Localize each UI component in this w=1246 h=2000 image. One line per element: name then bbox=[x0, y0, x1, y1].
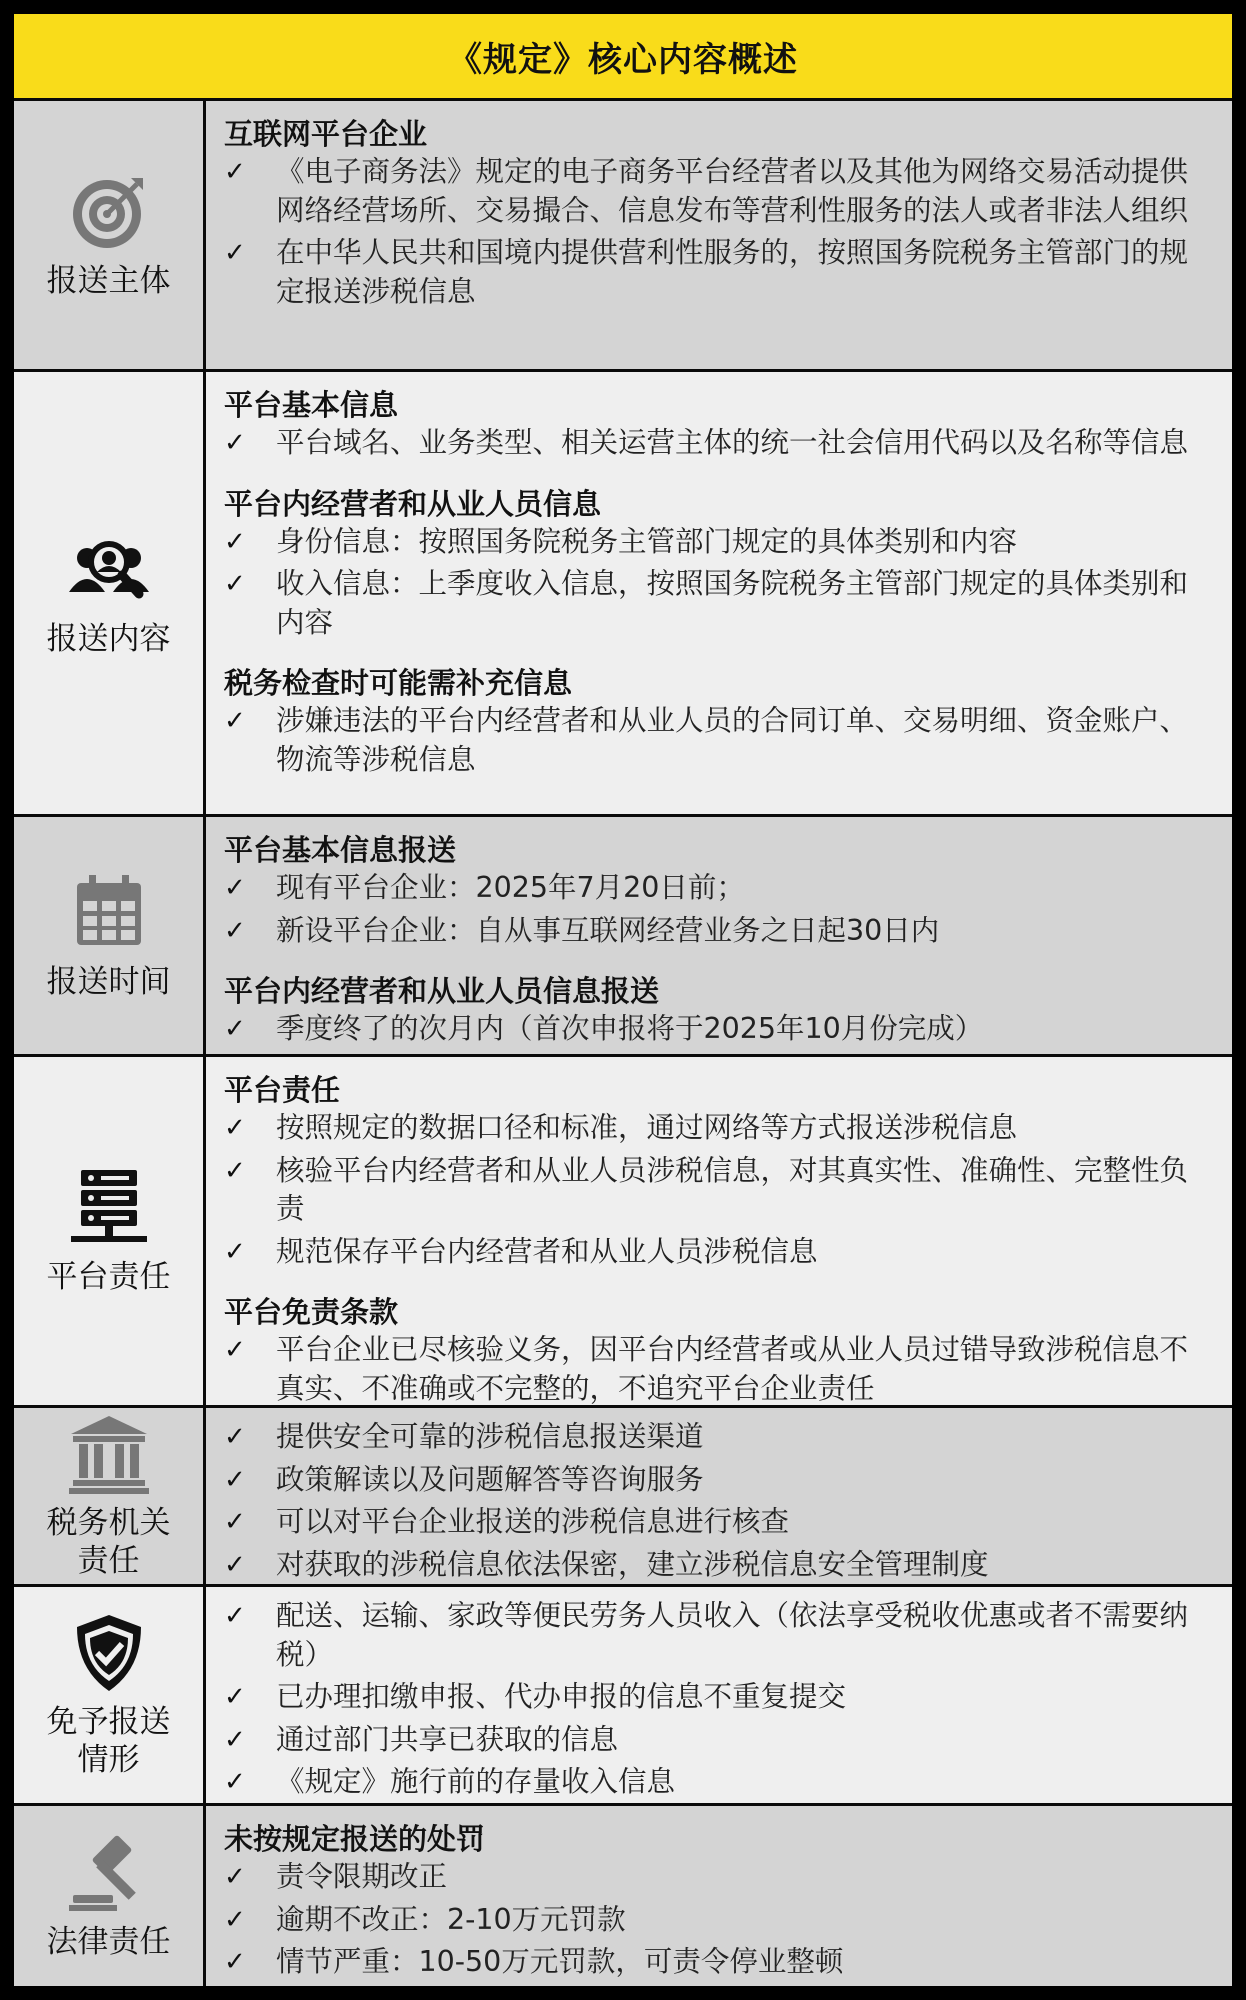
list-item bbox=[224, 1678, 1206, 1717]
list-item bbox=[224, 153, 1206, 230]
list-item bbox=[224, 424, 1206, 463]
checkmark-icon: ✓ bbox=[224, 873, 246, 903]
section-heading: 税务检查时可能需补充信息 bbox=[224, 666, 573, 700]
table-row bbox=[14, 1054, 1232, 1405]
table-row bbox=[14, 814, 1232, 1054]
section-heading: 互联网平台企业 bbox=[224, 117, 428, 151]
target-icon bbox=[67, 170, 151, 254]
list-item-text: 《规定》施行前的存量收入信息 bbox=[276, 1765, 676, 1798]
list-item-text: 规范保存平台内经营者和从业人员涉税信息 bbox=[276, 1234, 818, 1268]
list-item-text: 提供安全可靠的涉税信息报送渠道 bbox=[276, 1420, 704, 1453]
row-content-cell bbox=[206, 817, 1232, 1054]
list-item-text: 可以对平台企业报送的涉税信息进行核查 bbox=[276, 1505, 790, 1538]
checkmark-icon: ✓ bbox=[224, 526, 246, 557]
row-content-cell bbox=[206, 1408, 1232, 1584]
list-item-text: 平台企业已尽核验义务，因平台内经营者或从业人员过错导致涉税信息不真实、不准确或不完整的，不追究平台企业责任 bbox=[276, 1333, 1189, 1405]
checkmark-icon: ✓ bbox=[224, 1724, 246, 1755]
list-item bbox=[224, 1010, 1206, 1049]
section-heading: 平台基本信息报送 bbox=[224, 833, 457, 867]
row-content-cell bbox=[206, 1057, 1232, 1405]
list-item-text: 责令限期改正 bbox=[276, 1860, 448, 1893]
list-item-text: 核验平台内经营者和从业人员涉税信息，对其真实性、准确性、完整性负责 bbox=[276, 1153, 1189, 1225]
government-building-icon bbox=[67, 1412, 151, 1496]
table-title: 《规定》核心内容概述 bbox=[14, 14, 1232, 98]
row-label: 法律责任 bbox=[46, 1924, 171, 1960]
checkmark-icon: ✓ bbox=[224, 1549, 246, 1580]
list-item bbox=[224, 1152, 1206, 1229]
checkmark-icon: ✓ bbox=[224, 1507, 246, 1537]
section-heading: 未按规定报送的处罚 bbox=[224, 1822, 486, 1856]
list-item-text: 《电子商务法》规定的电子商务平台经营者以及其他为网络交易活动提供网络经营场所、交易撮合、信息发布等营利性服务的法人或者非法人组织 bbox=[276, 155, 1189, 227]
checkmark-icon: ✓ bbox=[224, 706, 246, 736]
list-item-text: 通过部门共享已获取的信息 bbox=[276, 1722, 619, 1756]
section-heading: 平台免责条款 bbox=[224, 1295, 399, 1329]
list-item bbox=[224, 1763, 1206, 1802]
summary-table bbox=[14, 14, 1232, 1986]
row-content-cell bbox=[206, 1806, 1232, 1986]
table-row bbox=[14, 1405, 1232, 1584]
checkmark-icon: ✓ bbox=[224, 1155, 246, 1186]
list-item-text: 平台域名、业务类型、相关运营主体的统一社会信用代码以及名称等信息 bbox=[276, 426, 1189, 459]
list-item-text: 配送、运输、家政等便民劳务人员收入（依法享受税收优惠或者不需要纳税） bbox=[276, 1599, 1189, 1671]
list-item bbox=[224, 565, 1206, 642]
row-label-cell bbox=[14, 1057, 206, 1405]
row-label-cell bbox=[14, 1408, 206, 1584]
list-item bbox=[224, 1418, 1206, 1457]
checkmark-icon: ✓ bbox=[224, 157, 246, 187]
list-item-text: 收入信息：上季度收入信息，按照国务院税务主管部门规定的具体类别和内容 bbox=[276, 567, 1189, 639]
table-row bbox=[14, 1584, 1232, 1803]
checkmark-icon: ✓ bbox=[224, 1904, 246, 1935]
list-item bbox=[224, 869, 1206, 908]
list-item bbox=[224, 1233, 1206, 1272]
row-content-cell bbox=[206, 372, 1232, 814]
list-item-text: 逾期不改正：2-10万元罚款 bbox=[276, 1902, 626, 1936]
row-label: 报送内容 bbox=[46, 621, 171, 657]
table-body bbox=[14, 98, 1232, 1986]
row-label-cell bbox=[14, 817, 206, 1054]
row-label: 报送主体 bbox=[46, 263, 171, 299]
row-content-cell bbox=[206, 1587, 1232, 1803]
gavel-icon bbox=[67, 1831, 151, 1915]
row-label-cell bbox=[14, 1806, 206, 1986]
list-item bbox=[224, 1331, 1206, 1408]
list-item bbox=[224, 1109, 1206, 1148]
list-item-text: 身份信息：按照国务院税务主管部门规定的具体类别和内容 bbox=[276, 524, 1018, 558]
row-label: 税务机关 责任 bbox=[46, 1505, 171, 1579]
section-heading: 平台责任 bbox=[224, 1073, 341, 1107]
checkmark-icon: ✓ bbox=[224, 1601, 246, 1631]
list-item bbox=[224, 234, 1206, 311]
checkmark-icon: ✓ bbox=[224, 1236, 246, 1267]
checkmark-icon: ✓ bbox=[224, 1014, 246, 1044]
list-item-text: 现有平台企业：2025年7月20日前； bbox=[276, 871, 745, 904]
row-label-cell bbox=[14, 101, 206, 369]
checkmark-icon: ✓ bbox=[224, 1947, 246, 1977]
checkmark-icon: ✓ bbox=[224, 1862, 246, 1892]
list-item bbox=[224, 702, 1206, 779]
table-row bbox=[14, 1803, 1232, 1986]
list-item-text: 情节严重：10-50万元罚款，可责令停业整顿 bbox=[276, 1945, 844, 1978]
section-heading: 平台内经营者和从业人员信息报送 bbox=[224, 974, 660, 1008]
people-search-icon bbox=[67, 528, 151, 612]
checkmark-icon: ✓ bbox=[224, 915, 246, 946]
list-item bbox=[224, 1943, 1206, 1982]
list-item bbox=[224, 1546, 1206, 1585]
list-item bbox=[224, 1503, 1206, 1542]
checkmark-icon: ✓ bbox=[224, 1682, 246, 1712]
list-item bbox=[224, 1461, 1206, 1500]
list-item-text: 对获取的涉税信息依法保密，建立涉税信息安全管理制度 bbox=[276, 1547, 989, 1581]
row-label-cell bbox=[14, 372, 206, 814]
checkmark-icon: ✓ bbox=[224, 238, 246, 268]
checkmark-icon: ✓ bbox=[224, 569, 246, 599]
section-heading: 平台内经营者和从业人员信息 bbox=[224, 486, 602, 521]
row-label-cell bbox=[14, 1587, 206, 1803]
row-content-cell bbox=[206, 101, 1232, 369]
list-item-text: 涉嫌违法的平台内经营者和从业人员的合同订单、交易明细、资金账户、物流等涉税信息 bbox=[276, 704, 1189, 776]
checkmark-icon: ✓ bbox=[224, 428, 246, 458]
table-row bbox=[14, 369, 1232, 814]
checkmark-icon: ✓ bbox=[224, 1422, 246, 1452]
list-item-text: 在中华人民共和国境内提供营利性服务的，按照国务院税务主管部门的规定报送涉税信息 bbox=[276, 236, 1189, 308]
server-icon bbox=[67, 1166, 151, 1250]
checkmark-icon: ✓ bbox=[224, 1113, 246, 1143]
list-item-text: 政策解读以及问题解答等咨询服务 bbox=[276, 1462, 704, 1496]
row-label: 平台责任 bbox=[46, 1259, 171, 1295]
list-item bbox=[224, 1901, 1206, 1940]
section-heading: 平台基本信息 bbox=[224, 388, 399, 422]
checkmark-icon: ✓ bbox=[224, 1464, 246, 1495]
list-item-text: 已办理扣缴申报、代办申报的信息不重复提交 bbox=[276, 1680, 847, 1713]
checkmark-icon: ✓ bbox=[224, 1335, 246, 1365]
list-item-text: 新设平台企业：自从事互联网经营业务之日起30日内 bbox=[276, 913, 940, 947]
list-item bbox=[224, 1858, 1206, 1897]
checkmark-icon: ✓ bbox=[224, 1767, 246, 1797]
list-item bbox=[224, 1597, 1206, 1674]
shield-check-icon bbox=[67, 1611, 151, 1695]
row-label: 报送时间 bbox=[46, 963, 171, 1000]
table-row bbox=[14, 98, 1232, 369]
list-item bbox=[224, 1721, 1206, 1760]
row-label: 免予报送 情形 bbox=[46, 1704, 171, 1778]
list-item bbox=[224, 912, 1206, 951]
list-item bbox=[224, 523, 1206, 562]
list-item-text: 按照规定的数据口径和标准，通过网络等方式报送涉税信息 bbox=[276, 1111, 1018, 1144]
calendar-icon bbox=[67, 871, 151, 955]
list-item-text: 季度终了的次月内（首次申报将于2025年10月份完成） bbox=[276, 1012, 984, 1045]
